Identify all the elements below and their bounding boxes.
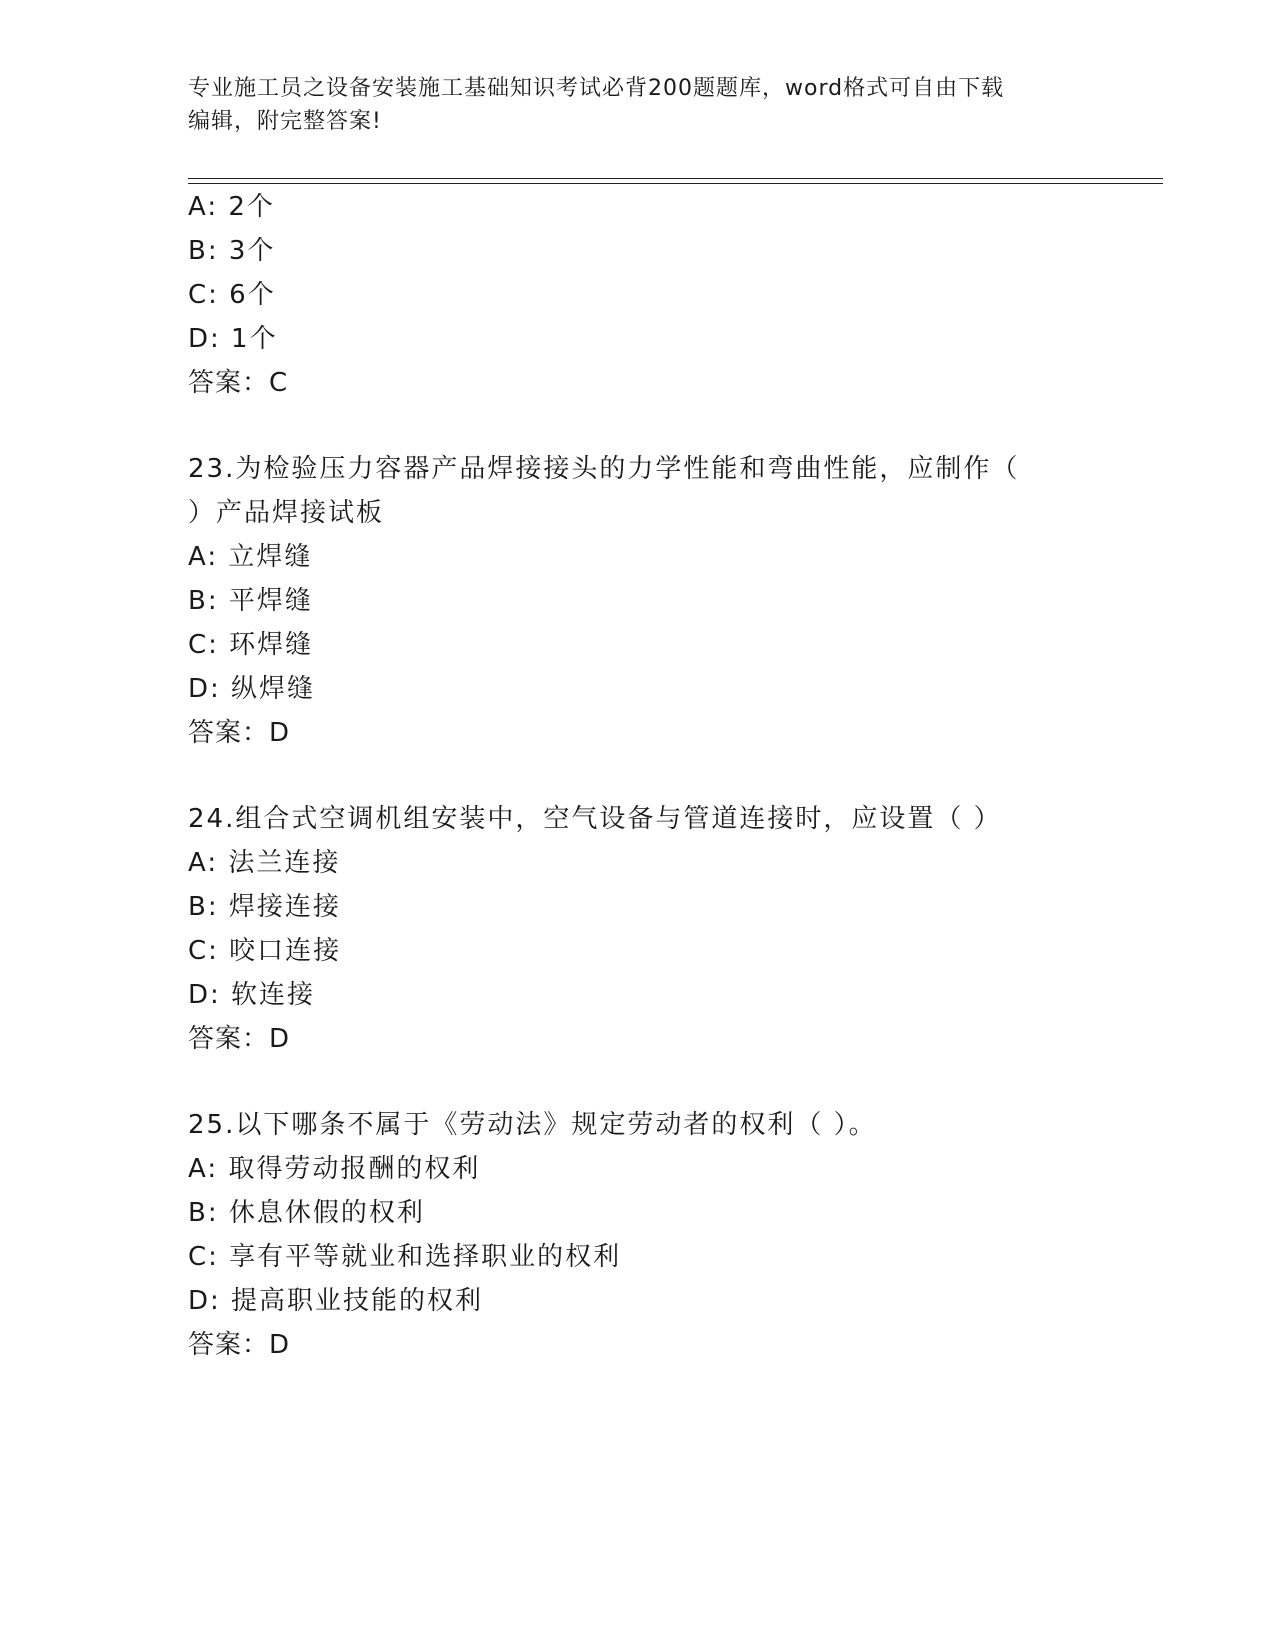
header-line-2: 编辑，附完整答案! <box>188 109 382 134</box>
header-line-1: 专业施工员之设备安装施工基础知识考试必背200题题库，word格式可自由下载 <box>188 76 1005 101</box>
q25-option-d: D: 提高职业技能的权利 <box>188 1286 484 1316</box>
q24-answer: 答案：D <box>188 1024 291 1054</box>
header-divider-bottom <box>188 183 1163 184</box>
document-header <box>188 72 1088 138</box>
q24-option-d: D: 软连接 <box>188 980 316 1010</box>
q23-option-c: C: 环焊缝 <box>188 630 314 660</box>
q23-answer: 答案：D <box>188 718 291 748</box>
q23-option-a: A: 立焊缝 <box>188 542 313 572</box>
q24-stem-line-1: 24.组合式空调机组安装中，空气设备与管道连接时，应设置（ ） <box>188 804 1002 834</box>
q23-option-d: D: 纵焊缝 <box>188 674 316 704</box>
q23-option-b: B: 平焊缝 <box>188 586 313 616</box>
q22-option-a: A: 2个 <box>188 192 275 222</box>
q24-option-a: A: 法兰连接 <box>188 848 341 878</box>
q25-option-c: C: 享有平等就业和选择职业的权利 <box>188 1242 622 1272</box>
q23-stem-line-1: 23.为检验压力容器产品焊接接头的力学性能和弯曲性能，应制作（ <box>188 454 1020 484</box>
q24-option-c: C: 咬口连接 <box>188 936 342 966</box>
q25-option-b: B: 休息休假的权利 <box>188 1198 425 1228</box>
header-divider-top <box>188 178 1163 179</box>
q25-stem-line-1: 25.以下哪条不属于《劳动法》规定劳动者的权利（ ）。 <box>188 1110 877 1140</box>
q23-stem-line-2: ）产品焊接试板 <box>188 498 385 528</box>
q24-option-b: B: 焊接连接 <box>188 892 341 922</box>
q25-answer: 答案：D <box>188 1330 291 1360</box>
q25-option-a: A: 取得劳动报酬的权利 <box>188 1154 481 1184</box>
q22-option-d: D: 1个 <box>188 324 278 354</box>
q22-option-c: C: 6个 <box>188 280 276 310</box>
q22-answer: 答案：C <box>188 368 289 398</box>
q22-option-b: B: 3个 <box>188 236 276 266</box>
